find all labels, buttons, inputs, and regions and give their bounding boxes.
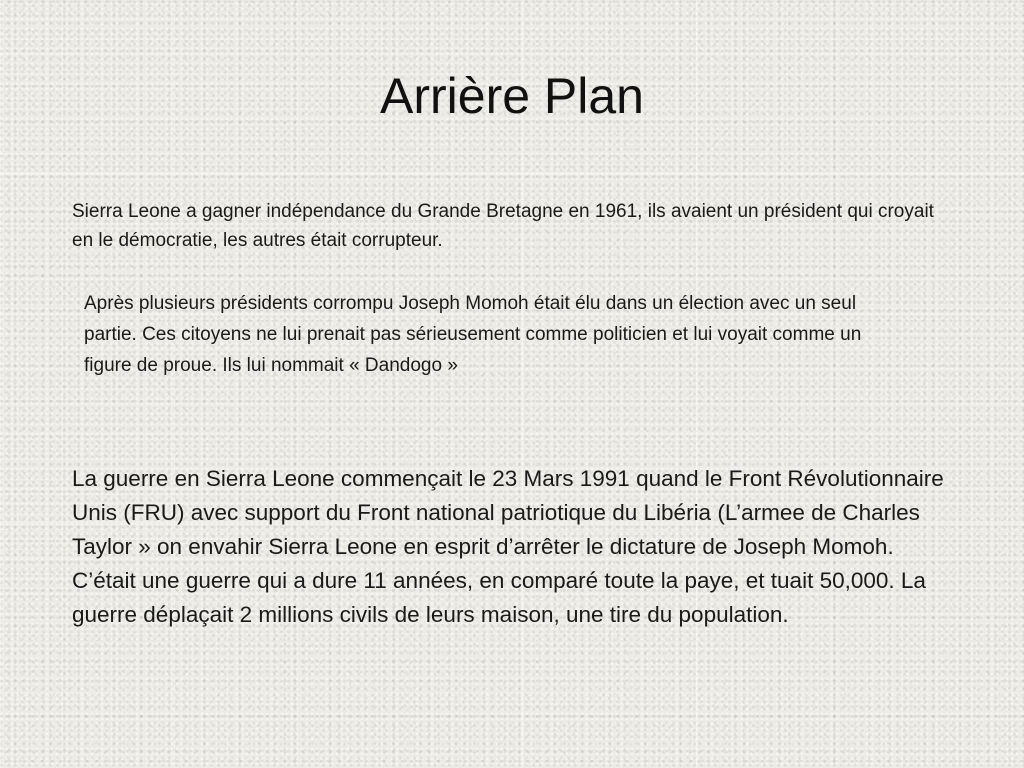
paragraph-momoh: Après plusieurs présidents corrompu Joseph Momoh était élu dans un élection avec un seul partie. Ces citoyens ne lui prenait pas sérieusement comme politicien et lui voyait comme un figure de proue. Ils lui nommait « Dandogo » [84,293,862,376]
paragraph-civil-war: La guerre en Sierra Leone commençait le 23 Mars 1991 quand le Front Révolutionnaire Unis (FRU) avec support du Front national patriotique du Libéria (L’armee de Charles Taylor » on envahir Sierra Leone en esprit d’arrêter le dictature de Joseph Momoh. C’était une guerre qui a dure 11 années, en comparé toute la paye, et tuait 50,000. La guerre déplaçait 2 millions civils de leurs maison, une tire du population. [72,466,944,627]
paragraph-independence: Sierra Leone a gagner indépendance du Grande Bretagne en 1961, ils avaient un président qui croyait en le démocratie, les autres était corrupteur. [72,201,934,251]
slide-title: Arrière Plan [380,68,644,124]
